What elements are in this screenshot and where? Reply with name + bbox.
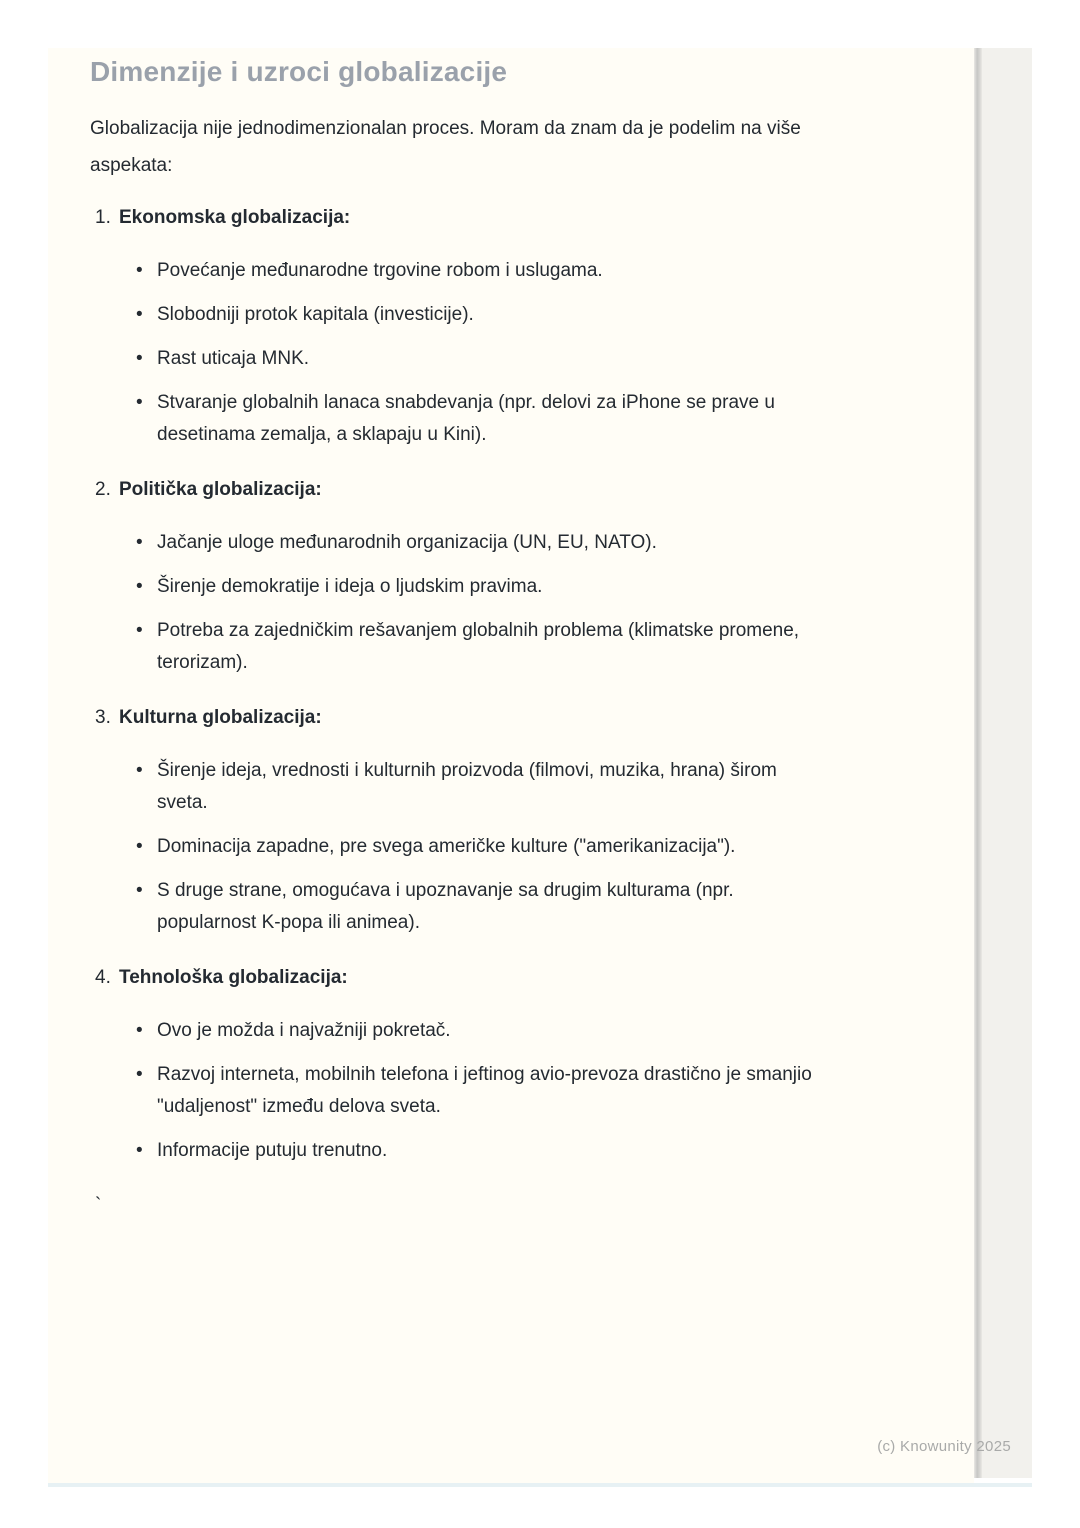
section-heading xyxy=(90,962,974,994)
section-number: 2. xyxy=(95,479,111,500)
page-content xyxy=(48,48,974,1222)
document-page xyxy=(48,48,974,1483)
list-item: • Širenje demokratije i ideja o ljudskim pravima. xyxy=(90,571,827,603)
list-item: • Širenje ideja, vrednosti i kulturnih proizvoda (filmovi, muzika, hrana) širom sveta. xyxy=(90,755,827,819)
list-item: • Informacije putuju trenutno. xyxy=(90,1135,827,1167)
section-number: 4. xyxy=(95,967,111,988)
list-item: • S druge strane, omogućava i upoznavanje sa drugim kulturama (npr. popularnost K-popa ili animea). xyxy=(90,875,827,939)
stray-character: ` xyxy=(95,1195,102,1216)
watermark-label: (c) Knowunity 2025 xyxy=(877,1438,1011,1455)
page-title: Dimenzije i uzroci globalizacije xyxy=(90,56,508,87)
intro-paragraph: Globalizacija nije jednodimenzionalan proces. Moram da znam da je podelim na više aspekata: xyxy=(90,118,801,176)
list-item: • Razvoj interneta, mobilnih telefona i jeftinog avio-prevoza drastično je smanjio "udaljenost" između delova sveta. xyxy=(90,1059,827,1123)
bullet-list xyxy=(90,1015,974,1167)
section-heading-label: Ekonomska globalizacija: xyxy=(119,207,351,228)
section-technological xyxy=(90,962,974,1167)
next-page-preview xyxy=(982,48,1032,1478)
list-item: • Slobodniji protok kapitala (investicije). xyxy=(90,299,827,331)
page-edge-divider xyxy=(974,48,982,1478)
section-number: 3. xyxy=(95,707,111,728)
section-heading-label: Tehnološka globalizacija: xyxy=(119,967,348,988)
page-bottom-shadow xyxy=(48,1483,1032,1487)
section-heading-label: Kulturna globalizacija: xyxy=(119,707,322,728)
list-item: • Povećanje međunarodne trgovine robom i uslugama. xyxy=(90,255,827,287)
list-item: • Ovo je možda i najvažniji pokretač. xyxy=(90,1015,827,1047)
section-heading xyxy=(90,474,974,506)
section-number: 1. xyxy=(95,207,111,228)
section-cultural xyxy=(90,702,974,939)
section-heading-label: Politička globalizacija: xyxy=(119,479,322,500)
list-item: • Stvaranje globalnih lanaca snabdevanja (npr. delovi za iPhone se prave u desetinama zemalja, a sklapaju u Kini). xyxy=(90,387,827,451)
section-heading xyxy=(90,202,974,234)
section-heading xyxy=(90,702,974,734)
list-item: • Potreba za zajedničkim rešavanjem globalnih problema (klimatske promene, terorizam). xyxy=(90,615,827,679)
bullet-list xyxy=(90,255,974,451)
dimension-sections xyxy=(90,202,974,1167)
bullet-list xyxy=(90,755,974,939)
list-item: • Jačanje uloge međunarodnih organizacija (UN, EU, NATO). xyxy=(90,527,827,559)
list-item: • Dominacija zapadne, pre svega američke kulture ("amerikanizacija"). xyxy=(90,831,827,863)
section-economic xyxy=(90,202,974,451)
bullet-list xyxy=(90,527,974,679)
list-item: • Rast uticaja MNK. xyxy=(90,343,827,375)
section-political xyxy=(90,474,974,679)
